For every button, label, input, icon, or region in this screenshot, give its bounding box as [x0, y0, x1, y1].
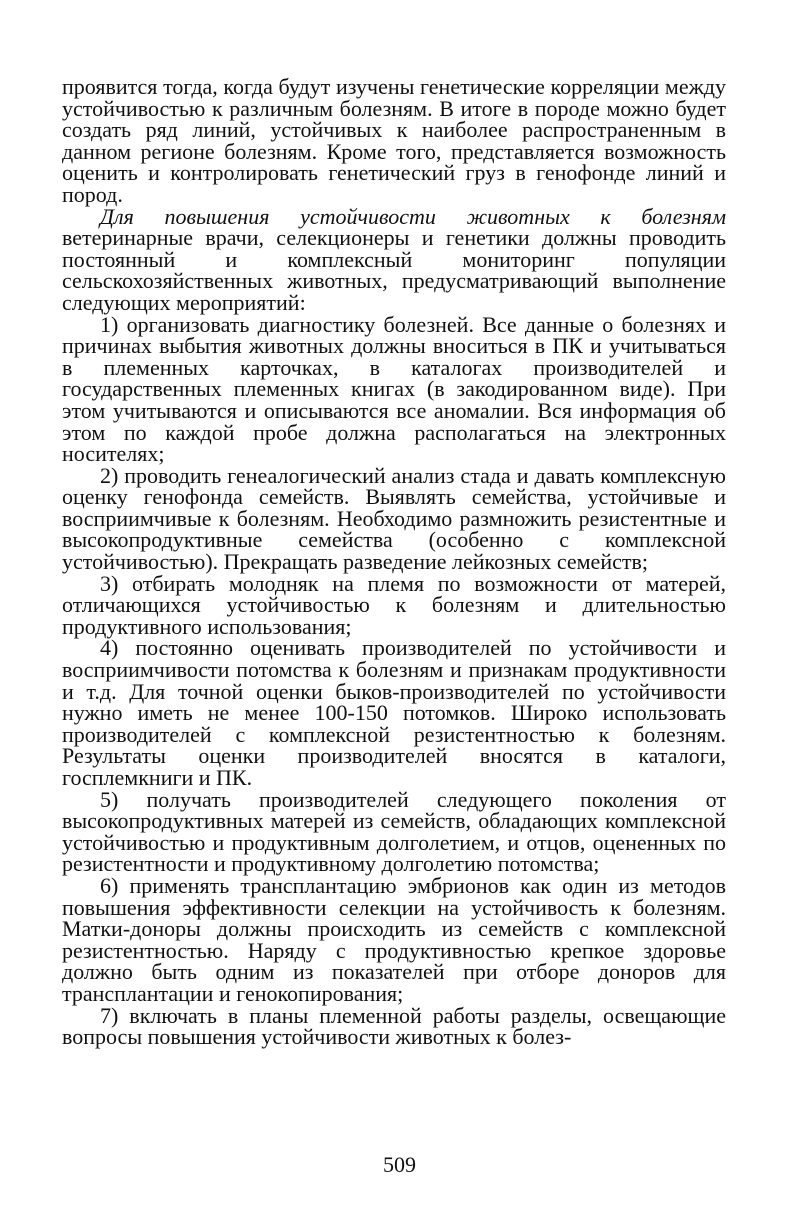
list-item-5: 5) получать производителей следующего поколения от высокопродуктивных матерей из семейств, обладающих комплексной устойчивостью и продуктивным долголетием, и отцов, оцененных по резистентности и продуктивному долголетию потомства;: [62, 786, 726, 877]
page-number: 509: [383, 1152, 416, 1177]
list-item-4: 4) постоянно оценивать производителей по устойчивости и восприимчивости потомства к болезням и признакам продуктивности и т.д. Для точной оценки быков-производителей по устойчивости нужно иметь не менее 100-150 потомков. Широко использовать производителей с комплексной резистентностью к болезням. Результаты оценки производителей вносятся в каталоги, госплемкниги и ПК.: [62, 635, 726, 790]
paragraph-continuation: проявится тогда, когда будут изучены генетические корреляции между устойчивостью к различным болезням. В итоге в породе можно будет создать ряд линий, устойчивых к наиболее распространенным в данном регионе болезням. Кроме того, представляется возможность оценить и контролировать генетический груз в генофонде линий и пород.: [62, 74, 726, 207]
paragraph-intro-rest: ветеринарные врачи, селекционеры и генетики должны проводить постоянный и комплексный мониторинг популяции сельскохозяйственных животных, предусматривающий выполнение следующих мероприятий:: [62, 225, 726, 315]
list-item-2: 2) проводить генеалогический анализ стада и давать комплексную оценку генофонда семейств. Выявлять семейства, устойчивые и восприимчивые к болезням. Необходимо размножить резистентные и высокопродуктивные семейства (особенно с комплексной устойчивостью). Прекращать разведение лейкозных семейств;: [62, 462, 726, 575]
list-item-1: 1) организовать диагностику болезней. Все данные о болезнях и причинах выбытия животных должны вноситься в ПК и учитываться в племенных карточках, в каталогах производителей и государственных племенных книгах (в закодированном виде). При этом учитываются и описываются все аномалии. Вся информация об этом по каждой пробе должна располагаться на электронных носителях;: [62, 311, 726, 467]
list-item-3: 3) отбирать молодняк на племя по возможности от матерей, отличающихся устойчивостью к болезням и длительностью продуктивного использования;: [62, 570, 726, 639]
list-item-7: 7) включать в планы племенной работы разделы, освещающие вопросы повышения устойчивости животных к болез-: [62, 1002, 726, 1050]
body-text: [62, 76, 726, 1048]
list-item-6: 6) применять трансплантацию эмбрионов как один из методов повышения эффективности селекции на устойчивость к болезням. Матки-доноры должны происходить из семейств с комплексной резистентностью. Наряду с продуктивностью крепкое здоровье должно быть одним из показателей при отборе доноров для трансплантации и генокопирования;: [62, 872, 726, 1006]
italic-emphasis: Для повышения устойчивости животных к болезням: [100, 203, 726, 229]
paragraph-intro: [62, 203, 726, 315]
